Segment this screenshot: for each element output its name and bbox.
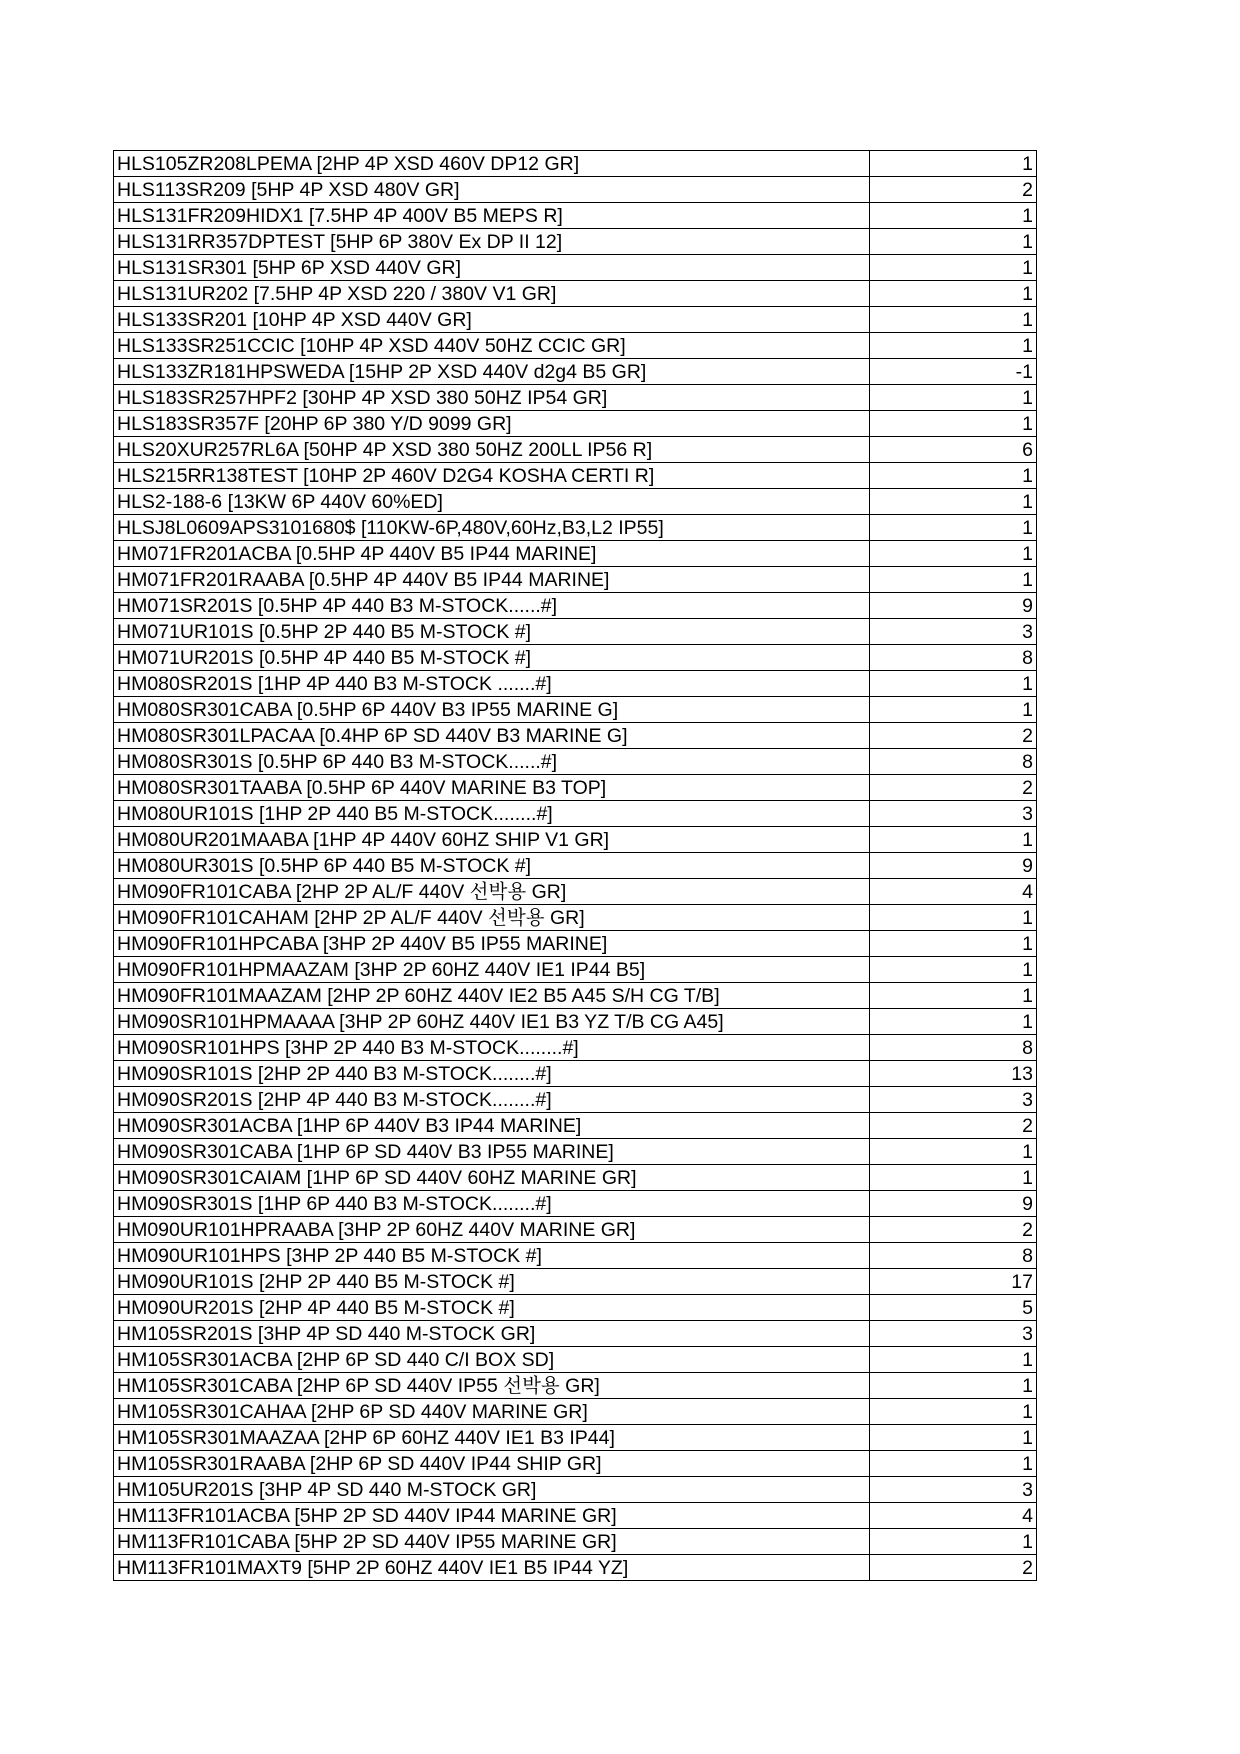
quantity-cell: 1 [870, 1399, 1037, 1425]
table-row [114, 1425, 1037, 1451]
table-row [114, 567, 1037, 593]
table-row [114, 619, 1037, 645]
quantity-cell: 13 [870, 1061, 1037, 1087]
item-description-cell: HM105SR301MAAZAA [2HP 6P 60HZ 440V IE1 B3 IP44] [114, 1425, 870, 1451]
table-row [114, 1451, 1037, 1477]
quantity-cell: 2 [870, 775, 1037, 801]
item-description-cell: HM105SR201S [3HP 4P SD 440 M-STOCK GR] [114, 1321, 870, 1347]
quantity-cell: 1 [870, 385, 1037, 411]
item-description-cell: HM090SR101HPS [3HP 2P 440 B3 M-STOCK........#] [114, 1035, 870, 1061]
item-description-cell: HM071UR201S [0.5HP 4P 440 B5 M-STOCK #] [114, 645, 870, 671]
table-row [114, 1035, 1037, 1061]
table-row [114, 255, 1037, 281]
quantity-cell: 9 [870, 1191, 1037, 1217]
item-description-cell: HM090SR301CABA [1HP 6P SD 440V B3 IP55 MARINE] [114, 1139, 870, 1165]
item-description-cell: HLS133SR251CCIC [10HP 4P XSD 440V 50HZ CCIC GR] [114, 333, 870, 359]
quantity-cell: 1 [870, 567, 1037, 593]
quantity-cell: 1 [870, 1009, 1037, 1035]
quantity-cell: 1 [870, 333, 1037, 359]
quantity-cell: 9 [870, 593, 1037, 619]
quantity-cell: 3 [870, 1087, 1037, 1113]
table-row [114, 1295, 1037, 1321]
item-description-cell: HM080SR301CABA [0.5HP 6P 440V B3 IP55 MARINE G] [114, 697, 870, 723]
table-row [114, 411, 1037, 437]
quantity-cell: -1 [870, 359, 1037, 385]
quantity-cell: 1 [870, 983, 1037, 1009]
table-row [114, 1321, 1037, 1347]
table-row [114, 515, 1037, 541]
item-description-cell: HM105UR201S [3HP 4P SD 440 M-STOCK GR] [114, 1477, 870, 1503]
table-row [114, 671, 1037, 697]
item-description-cell: HLS215RR138TEST [10HP 2P 460V D2G4 KOSHA CERTI R] [114, 463, 870, 489]
table-row [114, 645, 1037, 671]
table-row [114, 1087, 1037, 1113]
item-description-cell: HM105SR301ACBA [2HP 6P SD 440 C/I BOX SD] [114, 1347, 870, 1373]
quantity-cell: 1 [870, 1373, 1037, 1399]
quantity-cell: 1 [870, 229, 1037, 255]
quantity-cell: 3 [870, 1321, 1037, 1347]
table-row [114, 203, 1037, 229]
table-row [114, 1113, 1037, 1139]
table-row [114, 697, 1037, 723]
table-row [114, 229, 1037, 255]
table-row [114, 593, 1037, 619]
table-row [114, 1399, 1037, 1425]
item-description-cell: HM080SR301TAABA [0.5HP 6P 440V MARINE B3 TOP] [114, 775, 870, 801]
table-row [114, 801, 1037, 827]
table-row [114, 1269, 1037, 1295]
table-row [114, 1009, 1037, 1035]
item-description-cell: HM090SR301CAIAM [1HP 6P SD 440V 60HZ MARINE GR] [114, 1165, 870, 1191]
quantity-cell: 2 [870, 1555, 1037, 1581]
quantity-cell: 4 [870, 1503, 1037, 1529]
item-description-cell: HM105SR301CABA [2HP 6P SD 440V IP55 선박용 GR] [114, 1373, 870, 1399]
quantity-cell: 6 [870, 437, 1037, 463]
item-description-cell: HLS131SR301 [5HP 6P XSD 440V GR] [114, 255, 870, 281]
quantity-cell: 1 [870, 411, 1037, 437]
item-description-cell: HM113FR101ACBA [5HP 2P SD 440V IP44 MARINE GR] [114, 1503, 870, 1529]
table-row [114, 1529, 1037, 1555]
item-description-cell: HM090FR101HPCABA [3HP 2P 440V B5 IP55 MARINE] [114, 931, 870, 957]
table-row [114, 359, 1037, 385]
item-description-cell: HM071UR101S [0.5HP 2P 440 B5 M-STOCK #] [114, 619, 870, 645]
quantity-cell: 1 [870, 1347, 1037, 1373]
item-description-cell: HM080SR201S [1HP 4P 440 B3 M-STOCK .......#] [114, 671, 870, 697]
quantity-cell: 1 [870, 203, 1037, 229]
table-row [114, 1139, 1037, 1165]
table-row [114, 983, 1037, 1009]
item-description-cell: HM090FR101HPMAAZAM [3HP 2P 60HZ 440V IE1 IP44 B5] [114, 957, 870, 983]
item-description-cell: HM090UR201S [2HP 4P 440 B5 M-STOCK #] [114, 1295, 870, 1321]
table-row [114, 463, 1037, 489]
quantity-cell: 1 [870, 307, 1037, 333]
quantity-cell: 3 [870, 619, 1037, 645]
quantity-cell: 1 [870, 281, 1037, 307]
item-description-cell: HM080SR301S [0.5HP 6P 440 B3 M-STOCK......#] [114, 749, 870, 775]
quantity-cell: 2 [870, 177, 1037, 203]
table-row [114, 1243, 1037, 1269]
item-description-cell: HLS105ZR208LPEMA [2HP 4P XSD 460V DP12 GR] [114, 151, 870, 177]
item-description-cell: HM071FR201ACBA [0.5HP 4P 440V B5 IP44 MARINE] [114, 541, 870, 567]
quantity-cell: 1 [870, 1139, 1037, 1165]
quantity-cell: 8 [870, 645, 1037, 671]
item-description-cell: HM090SR301ACBA [1HP 6P 440V B3 IP44 MARINE] [114, 1113, 870, 1139]
table-row [114, 1373, 1037, 1399]
quantity-cell: 1 [870, 827, 1037, 853]
table-row [114, 1477, 1037, 1503]
quantity-cell: 9 [870, 853, 1037, 879]
table-row [114, 307, 1037, 333]
table-row [114, 1191, 1037, 1217]
item-description-cell: HM080UR301S [0.5HP 6P 440 B5 M-STOCK #] [114, 853, 870, 879]
table-row [114, 723, 1037, 749]
item-description-cell: HLS113SR209 [5HP 4P XSD 480V GR] [114, 177, 870, 203]
table-row [114, 151, 1037, 177]
item-description-cell: HLS183SR257HPF2 [30HP 4P XSD 380 50HZ IP54 GR] [114, 385, 870, 411]
quantity-cell: 1 [870, 255, 1037, 281]
quantity-cell: 1 [870, 151, 1037, 177]
table-row [114, 489, 1037, 515]
quantity-cell: 1 [870, 541, 1037, 567]
table-row [114, 749, 1037, 775]
item-description-cell: HM090SR201S [2HP 4P 440 B3 M-STOCK........#] [114, 1087, 870, 1113]
quantity-cell: 1 [870, 489, 1037, 515]
item-description-cell: HLS131RR357DPTEST [5HP 6P 380V Ex DP II 12] [114, 229, 870, 255]
table-row [114, 905, 1037, 931]
inventory-table-body [114, 151, 1037, 1581]
item-description-cell: HM105SR301RAABA [2HP 6P SD 440V IP44 SHIP GR] [114, 1451, 870, 1477]
item-description-cell: HLSJ8L0609APS3101680$ [110KW-6P,480V,60Hz,B3,L2 IP55] [114, 515, 870, 541]
quantity-cell: 8 [870, 1035, 1037, 1061]
table-row [114, 281, 1037, 307]
quantity-cell: 8 [870, 749, 1037, 775]
item-description-cell: HM113FR101MAXT9 [5HP 2P 60HZ 440V IE1 B5 IP44 YZ] [114, 1555, 870, 1581]
item-description-cell: HM071SR201S [0.5HP 4P 440 B3 M-STOCK......#] [114, 593, 870, 619]
quantity-cell: 1 [870, 1165, 1037, 1191]
quantity-cell: 1 [870, 515, 1037, 541]
item-description-cell: HM090SR301S [1HP 6P 440 B3 M-STOCK........#] [114, 1191, 870, 1217]
inventory-table [113, 150, 1037, 1581]
quantity-cell: 5 [870, 1295, 1037, 1321]
quantity-cell: 1 [870, 905, 1037, 931]
item-description-cell: HM080SR301LPACAA [0.4HP 6P SD 440V B3 MARINE G] [114, 723, 870, 749]
table-row [114, 879, 1037, 905]
item-description-cell: HLS2-188-6 [13KW 6P 440V 60%ED] [114, 489, 870, 515]
quantity-cell: 1 [870, 697, 1037, 723]
item-description-cell: HM090UR101HPS [3HP 2P 440 B5 M-STOCK #] [114, 1243, 870, 1269]
item-description-cell: HM090FR101CABA [2HP 2P AL/F 440V 선박용 GR] [114, 879, 870, 905]
table-row [114, 333, 1037, 359]
item-description-cell: HLS133ZR181HPSWEDA [15HP 2P XSD 440V d2g4 B5 GR] [114, 359, 870, 385]
table-row [114, 1347, 1037, 1373]
quantity-cell: 3 [870, 801, 1037, 827]
quantity-cell: 1 [870, 931, 1037, 957]
quantity-cell: 17 [870, 1269, 1037, 1295]
item-description-cell: HM090FR101MAAZAM [2HP 2P 60HZ 440V IE2 B5 A45 S/H CG T/B] [114, 983, 870, 1009]
item-description-cell: HM080UR201MAABA [1HP 4P 440V 60HZ SHIP V1 GR] [114, 827, 870, 853]
quantity-cell: 4 [870, 879, 1037, 905]
quantity-cell: 1 [870, 1529, 1037, 1555]
quantity-cell: 1 [870, 1425, 1037, 1451]
item-description-cell: HLS131FR209HIDX1 [7.5HP 4P 400V B5 MEPS R] [114, 203, 870, 229]
table-row [114, 957, 1037, 983]
quantity-cell: 1 [870, 463, 1037, 489]
item-description-cell: HLS183SR357F [20HP 6P 380 Y/D 9099 GR] [114, 411, 870, 437]
item-description-cell: HLS133SR201 [10HP 4P XSD 440V GR] [114, 307, 870, 333]
item-description-cell: HLS20XUR257RL6A [50HP 4P XSD 380 50HZ 200LL IP56 R] [114, 437, 870, 463]
item-description-cell: HLS131UR202 [7.5HP 4P XSD 220 / 380V V1 GR] [114, 281, 870, 307]
quantity-cell: 1 [870, 1451, 1037, 1477]
table-row [114, 1555, 1037, 1581]
item-description-cell: HM080UR101S [1HP 2P 440 B5 M-STOCK........#] [114, 801, 870, 827]
item-description-cell: HM105SR301CAHAA [2HP 6P SD 440V MARINE GR] [114, 1399, 870, 1425]
table-row [114, 1217, 1037, 1243]
quantity-cell: 2 [870, 723, 1037, 749]
quantity-cell: 3 [870, 1477, 1037, 1503]
item-description-cell: HM090SR101S [2HP 2P 440 B3 M-STOCK........#] [114, 1061, 870, 1087]
item-description-cell: HM090UR101HPRAABA [3HP 2P 60HZ 440V MARINE GR] [114, 1217, 870, 1243]
table-row [114, 1061, 1037, 1087]
quantity-cell: 8 [870, 1243, 1037, 1269]
table-row [114, 1165, 1037, 1191]
table-row [114, 827, 1037, 853]
item-description-cell: HM113FR101CABA [5HP 2P SD 440V IP55 MARINE GR] [114, 1529, 870, 1555]
quantity-cell: 2 [870, 1113, 1037, 1139]
table-row [114, 853, 1037, 879]
table-row [114, 437, 1037, 463]
quantity-cell: 1 [870, 671, 1037, 697]
table-row [114, 931, 1037, 957]
table-row [114, 541, 1037, 567]
quantity-cell: 1 [870, 957, 1037, 983]
table-row [114, 1503, 1037, 1529]
table-row [114, 385, 1037, 411]
quantity-cell: 2 [870, 1217, 1037, 1243]
item-description-cell: HM090FR101CAHAM [2HP 2P AL/F 440V 선박용 GR] [114, 905, 870, 931]
item-description-cell: HM071FR201RAABA [0.5HP 4P 440V B5 IP44 MARINE] [114, 567, 870, 593]
item-description-cell: HM090SR101HPMAAAA [3HP 2P 60HZ 440V IE1 B3 YZ T/B CG A45] [114, 1009, 870, 1035]
table-row [114, 775, 1037, 801]
table-row [114, 177, 1037, 203]
item-description-cell: HM090UR101S [2HP 2P 440 B5 M-STOCK #] [114, 1269, 870, 1295]
